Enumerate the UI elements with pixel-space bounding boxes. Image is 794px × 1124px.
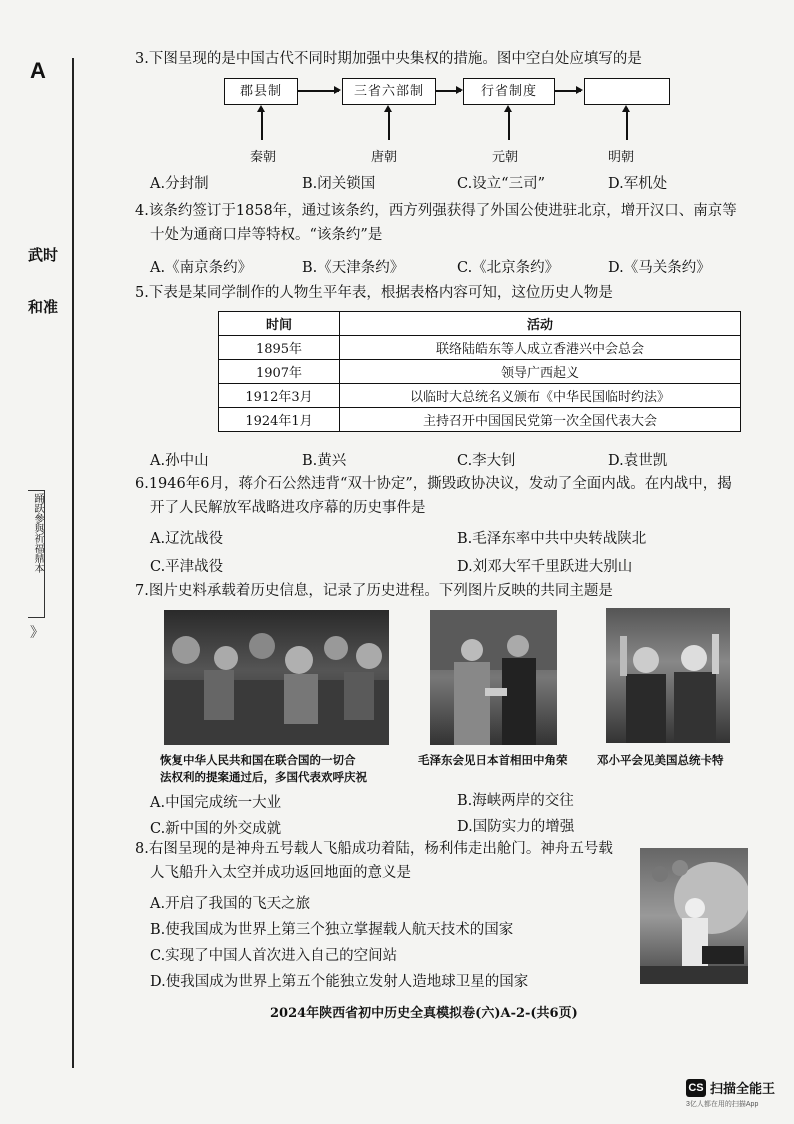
q3-option-a: A.分封制: [150, 176, 209, 192]
q3-stem: 3.下图呈现的是中国古代不同时期加强中央集权的措施。图中空白处应填写的是: [135, 51, 642, 67]
q7-option-b: B.海峡两岸的交往: [457, 793, 574, 809]
q6-option-d: D.刘邓大军千里跃进大别山: [457, 559, 633, 575]
table-cell-time: 1895年: [219, 336, 340, 360]
photo-caption-1-line2: 法权利的提案通过后，多国代表欢呼庆祝: [160, 770, 367, 784]
margin-text-2: 和准: [28, 298, 59, 316]
dynasty-1: 秦朝: [250, 150, 277, 165]
q8-option-a: A.开启了我国的飞天之旅: [150, 896, 311, 912]
q6-option-b: B.毛泽东率中共中央转战陕北: [457, 531, 647, 547]
margin-text-1: 武时: [28, 246, 59, 264]
photo-caption-3: 邓小平会见美国总统卡特: [597, 753, 724, 767]
table-header-time: 时间: [219, 312, 340, 336]
q4-option-d: D.《马关条约》: [608, 260, 711, 276]
table-row: [219, 408, 741, 432]
dynasty-4: 明朝: [608, 150, 635, 165]
q8-option-c: C.实现了中国人首次进入自己的空间站: [150, 948, 398, 964]
q6-stem-line2: 开了人民解放军战略进攻序幕的历史事件是: [150, 500, 426, 516]
q4-stem-line2: 十处为通商口岸等特权。“该条约”是: [150, 227, 383, 243]
dynasty-3: 元朝: [492, 150, 519, 165]
un-celebration-photo: [164, 610, 389, 745]
flow-arrow-3: [554, 90, 581, 92]
q5-option-c: C.李大钊: [457, 453, 516, 469]
q6-stem-line1: 6.1946年6月，蒋介石公然违背“双十协定”，撕毁政协决议，发动了全面内战。在内战中，揭: [135, 476, 732, 492]
q3-option-c: C.设立“三司”: [457, 176, 546, 192]
q3-option-d: D.军机处: [608, 176, 668, 192]
up-arrow-3: [508, 108, 510, 140]
scanner-app-name: 扫描全能王: [710, 1081, 776, 1096]
table-cell-time: 1912年3月: [219, 384, 340, 408]
up-arrow-2: [388, 108, 390, 140]
table-cell-time: 1924年1月: [219, 408, 340, 432]
q4-stem-line1: 4.该条约签订于1858年，通过该条约，西方列强获得了外国公使进驻北京，增开汉口、南京等: [135, 203, 737, 219]
flow-arrow-2: [435, 90, 461, 92]
flow-box-2: 三省六部制: [342, 78, 436, 105]
scanner-watermark: [686, 1078, 775, 1109]
q7-stem: 7.图片史料承载着历史信息，记录了历史进程。下列图片反映的共同主题是: [135, 583, 613, 599]
q6-option-c: C.平津战役: [150, 559, 224, 575]
table-row: [219, 360, 741, 384]
mao-tanaka-photo: [430, 610, 557, 745]
table-cell-activity: 联络陆皓东等人成立香港兴中会总会: [340, 336, 741, 360]
q5-option-d: D.袁世凯: [608, 453, 668, 469]
q6-option-a: A.辽沈战役: [150, 531, 224, 547]
q4-option-b: B.《天津条约》: [302, 260, 405, 276]
q5-option-a: A.孙中山: [150, 453, 209, 469]
up-arrow-1: [261, 108, 263, 140]
dynasty-2: 唐朝: [371, 150, 398, 165]
q4-option-a: A.《南京条约》: [150, 260, 253, 276]
margin-stamp: 踊跃參與祈福鼎本: [28, 490, 45, 618]
q7-option-d: D.国防实力的增强: [457, 819, 575, 835]
q8-option-d: D.使我国成为世界上第五个能独立发射人造地球卫星的国家: [150, 974, 529, 990]
scanner-tagline: 3亿人都在用的扫描App: [686, 1101, 759, 1108]
photo-caption-1-line1: 恢复中华人民共和国在联合国的一切合: [160, 753, 356, 767]
biography-table: [218, 311, 741, 432]
cs-logo-icon: CS: [686, 1079, 706, 1097]
deng-carter-photo: [606, 608, 730, 743]
q8-option-b: B.使我国成为世界上第三个独立掌握载人航天技术的国家: [150, 922, 514, 938]
q8-stem-line2: 人飞船升入太空并成功返回地面的意义是: [150, 865, 411, 881]
table-cell-activity: 以临时大总统名义颁布《中华民国临时约法》: [340, 384, 741, 408]
photo-caption-2: 毛泽东会见日本首相田中角荣: [418, 753, 568, 767]
up-arrow-4: [626, 108, 628, 140]
q5-stem: 5.下表是某同学制作的人物生平年表，根据表格内容可知，这位历史人物是: [135, 285, 613, 301]
flow-box-3: 行省制度: [463, 78, 555, 105]
table-cell-activity: 领导广西起义: [340, 360, 741, 384]
flow-arrow-1: [297, 90, 339, 92]
q7-option-c: C.新中国的外交成就: [150, 821, 282, 837]
flow-box-1: 郡县制: [224, 78, 298, 105]
q8-stem-line1: 8.右图呈现的是神舟五号载人飞船成功着陆，杨利伟走出舱门。神舟五号载: [135, 841, 613, 857]
table-cell-time: 1907年: [219, 360, 340, 384]
table-row: [219, 336, 741, 360]
shenzhou-landing-photo: [640, 848, 748, 984]
table-cell-activity: 主持召开中国国民党第一次全国代表大会: [340, 408, 741, 432]
q3-option-b: B.闭关锁国: [302, 176, 376, 192]
table-row: [219, 384, 741, 408]
q7-option-a: A.中国完成统一大业: [150, 795, 282, 811]
binding-line: [72, 58, 74, 1068]
flow-box-blank: [584, 78, 670, 105]
margin-letter: A: [30, 58, 46, 83]
q5-option-b: B.黄兴: [302, 453, 347, 469]
q4-option-c: C.《北京条约》: [457, 260, 560, 276]
margin-bracket: 》: [30, 625, 44, 641]
table-header-activity: 活动: [340, 312, 741, 336]
page-footer: 2024年陕西省初中历史全真模拟卷(六)A-2-(共6页): [270, 1006, 578, 1021]
